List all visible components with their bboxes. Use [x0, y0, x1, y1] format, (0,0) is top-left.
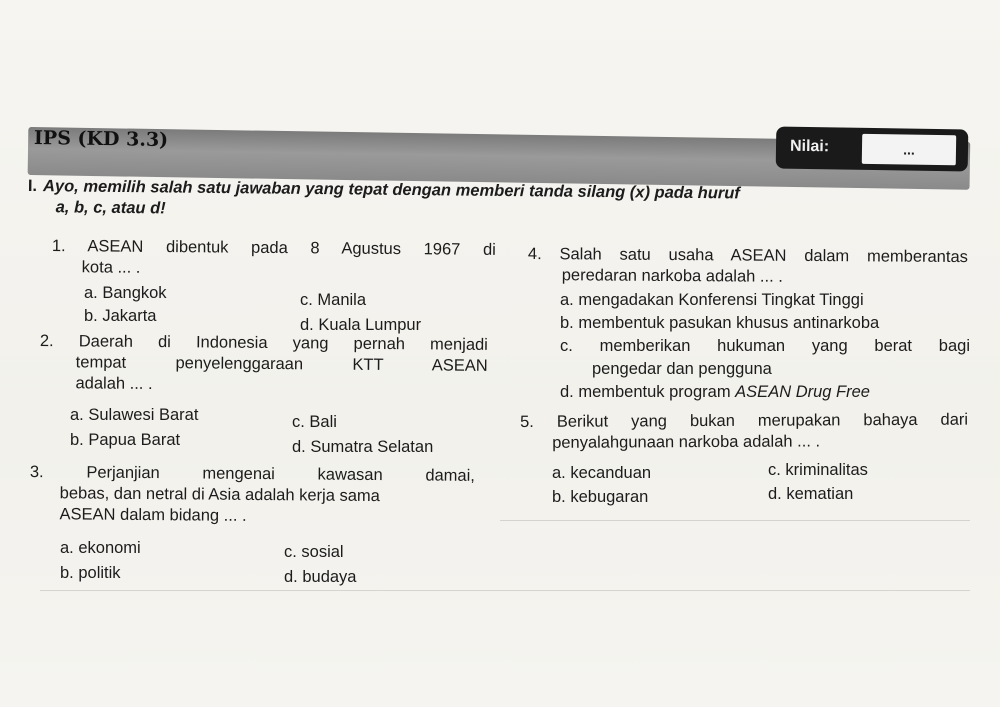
question-stem-line: kota ... . [81, 258, 141, 277]
question-stem-line: 2. Daerah di Indonesia yang pernah menjadi [39, 331, 488, 354]
option-d-italic-text: ASEAN Drug Free [735, 383, 870, 401]
option-b[interactable]: b. politik [60, 564, 121, 582]
option-c[interactable]: c. memberikan hukuman yang berat bagi [560, 337, 970, 355]
option-d[interactable]: d. Kuala Lumpur [300, 316, 422, 334]
option-b[interactable]: b. kebugaran [552, 488, 649, 506]
option-a[interactable]: a. ekonomi [60, 539, 141, 557]
option-d[interactable]: d. kematian [768, 485, 854, 503]
question-stem-line: adalah ... . [75, 374, 153, 393]
option-d[interactable]: d. budaya [284, 568, 357, 586]
option-c[interactable]: c. sosial [284, 543, 344, 561]
divider [500, 520, 970, 521]
divider [40, 590, 970, 591]
option-a[interactable]: a. Bangkok [84, 284, 167, 302]
question-stem-line: 4. Salah satu usaha ASEAN dalam memberantas [527, 244, 968, 267]
page-title: IPS (KD 3.3) [33, 126, 169, 152]
option-d-text: d. membentuk program [560, 383, 736, 401]
option-c[interactable]: c. kriminalitas [768, 461, 868, 479]
option-b[interactable]: b. membentuk pasukan khusus antinarkoba [560, 314, 880, 332]
option-b[interactable]: b. Jakarta [84, 307, 157, 325]
option-a[interactable]: a. Sulawesi Barat [70, 406, 199, 424]
option-c-continuation: pengedar dan pengguna [592, 360, 772, 378]
option-a[interactable]: a. kecanduan [552, 464, 652, 482]
option-d[interactable]: d. Sumatra Selatan [292, 438, 434, 456]
question-stem-line: bebas, dan netral di Asia adalah kerja sama [59, 484, 380, 506]
instruction-line-2: a, b, c, atau d! [55, 198, 166, 218]
question-stem-line: ASEAN dalam bidang ... . [59, 505, 247, 525]
question-stem-line: 3. Perjanjian mengenai kawasan damai, [29, 462, 475, 485]
option-a[interactable]: a. mengadakan Konferensi Tingkat Tinggi [560, 291, 864, 309]
option-c[interactable]: c. Bali [292, 413, 337, 431]
question-stem-line: 1. ASEAN dibentuk pada 8 Agustus 1967 di [51, 236, 496, 259]
question-stem-line: 5. Berikut yang bukan merupakan bahaya dari [520, 410, 969, 431]
option-b[interactable]: b. Papua Barat [70, 431, 181, 449]
option-c[interactable]: c. Manila [300, 291, 367, 309]
score-field[interactable]: ... [862, 134, 956, 165]
question-stem-line: penyalahgunaan narkoba adalah ... . [552, 432, 821, 452]
question-stem-line: tempat penyelenggaraan KTT ASEAN [75, 353, 488, 375]
question-stem-line: peredaran narkoba adalah ... . [561, 266, 783, 286]
instruction-line-1: Ayo, memilih salah satu jawaban yang tepat dengan memberi tanda silang (x) pada huruf [42, 177, 740, 203]
section-number: I. [27, 176, 38, 196]
score-label: Nilai: [789, 137, 830, 156]
